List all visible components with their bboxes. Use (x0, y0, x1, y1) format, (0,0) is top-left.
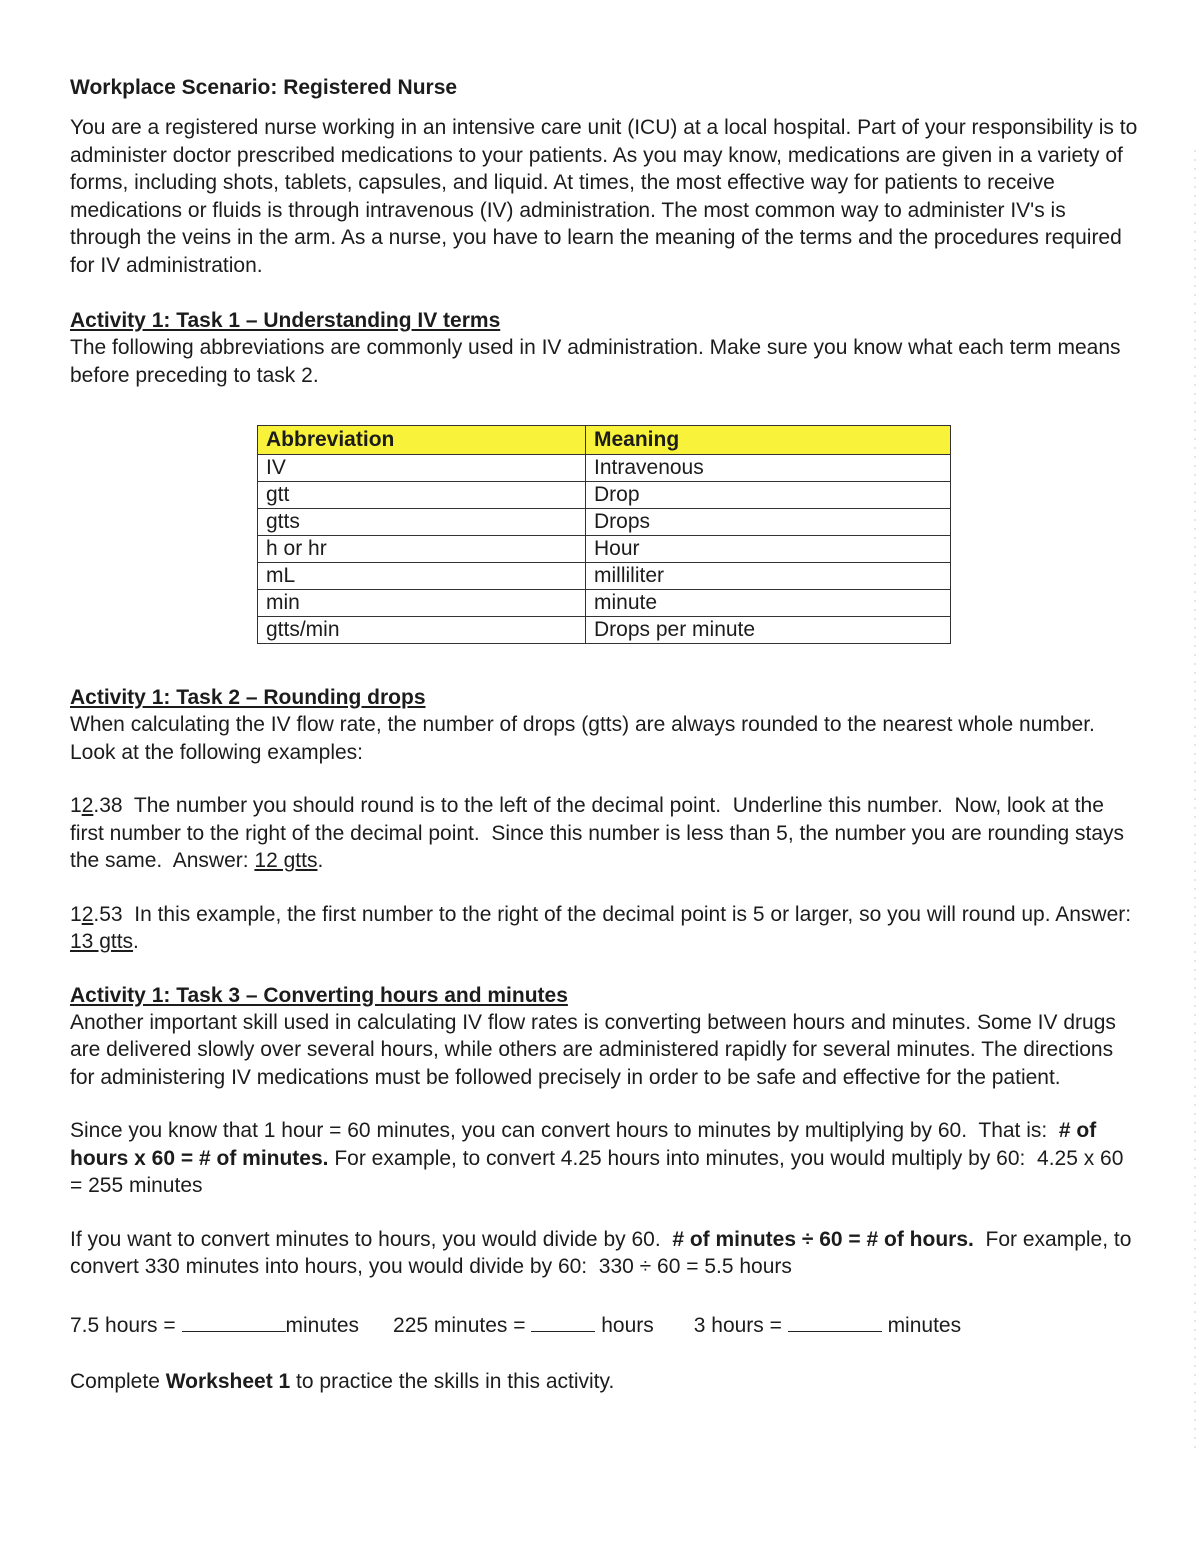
header-meaning: Meaning (586, 426, 951, 455)
document-page (70, 76, 1138, 1395)
meaning-cell: milliliter (586, 563, 951, 590)
rounding-example-1: 12.38 The number you should round is to the left of the decimal point. Underline this number. Now, look at the first number to the right of the decimal point. Since this number is less than 5, the number you are rounding stays the same. Answer: 12 gtts. (70, 794, 1130, 872)
meaning-cell: Drops (586, 509, 951, 536)
abbr-cell: h or hr (258, 536, 586, 563)
closing-instruction: Complete Worksheet 1 to practice the skills in this activity. (70, 1369, 615, 1393)
abbr-cell: min (258, 590, 586, 617)
header-abbreviation: Abbreviation (258, 426, 586, 455)
table-row (258, 509, 951, 536)
abbr-cell: gtts/min (258, 617, 586, 644)
table-header-row (258, 426, 951, 455)
answer-blank-1[interactable] (182, 1311, 286, 1332)
abbr-cell: IV (258, 455, 586, 482)
table-row (258, 536, 951, 563)
example-2-answer: 13 gtts (70, 930, 134, 953)
task3-text: Another important skill used in calculating IV flow rates is converting between hours and minutes. Some IV drugs are delivered slowly over several hours, while others are administered rapidly for several minutes. The directions for administering IV medications must be followed precisely in order to be safe and effective for the patient. (70, 1010, 1116, 1089)
meaning-cell: Drops per minute (586, 617, 951, 644)
scan-edge-artifact (1194, 150, 1196, 1450)
abbr-cell: gtts (258, 509, 586, 536)
answer-blank-3[interactable] (788, 1311, 882, 1332)
intro-paragraph: You are a registered nurse working in an intensive care unit (ICU) at a local hospital. Part of your responsibility is to administer doctor prescribed medications to your patients. As you may know, medications are given in a variety of forms, including shots, tablets, capsules, and liquid. At times, the most effective way for patients to receive medications or fluids is through intravenous (IV) administration. The most common way to administer IV's is through the veins in the arm. As a nurse, you have to learn the meaning of the terms and the procedures required for IV administration. (70, 116, 1138, 277)
page-title: Workplace Scenario: Registered Nurse (70, 76, 458, 99)
task2-text: When calculating the IV flow rate, the number of drops (gtts) are always rounded to the nearest whole number. Look at the following examples: (70, 713, 1095, 764)
meaning-cell: Hour (586, 536, 951, 563)
hours-to-minutes-paragraph: Since you know that 1 hour = 60 minutes, you can convert hours to minutes by multiplying by 60. That is: # of hours x 60 = # of minutes. For example, to convert 4.25 hours into minutes, you would multiply by 60: 4.25 x 60 = 255 minutes (70, 1119, 1130, 1197)
task1-text: The following abbreviations are commonly used in IV administration. Make sure you know what each term means before preceding to task 2. (70, 336, 1121, 387)
practice-problems: 7.5 hours = minutes 225 minutes = hours 3 hours = minutes (70, 1311, 1138, 1338)
answer-blank-2[interactable] (531, 1311, 595, 1332)
table-row (258, 455, 951, 482)
task1-heading: Activity 1: Task 1 – Understanding IV terms (70, 309, 501, 332)
task3-heading: Activity 1: Task 3 – Converting hours and minutes (70, 983, 568, 1007)
meaning-cell: Intravenous (586, 455, 951, 482)
minutes-to-hours-paragraph: If you want to convert minutes to hours, you would divide by 60. # of minutes ÷ 60 = # of hours. For example, to convert 330 minutes into hours, you would divide by 60: 330 ÷ 60 = 5.5 hours (70, 1227, 1138, 1278)
task2-heading: Activity 1: Task 2 – Rounding drops (70, 686, 426, 709)
example-1-answer: 12 gtts (254, 849, 318, 872)
rounding-example-2: 12.53 In this example, the first number to the right of the decimal point is 5 or larger, so you will round up. Answer: 13 gtts. (70, 902, 1137, 953)
abbreviation-table (257, 425, 951, 644)
abbr-cell: mL (258, 563, 586, 590)
meaning-cell: minute (586, 590, 951, 617)
table-row (258, 482, 951, 509)
abbr-cell: gtt (258, 482, 586, 509)
table-row (258, 563, 951, 590)
meaning-cell: Drop (586, 482, 951, 509)
table-row (258, 590, 951, 617)
table-row (258, 617, 951, 644)
